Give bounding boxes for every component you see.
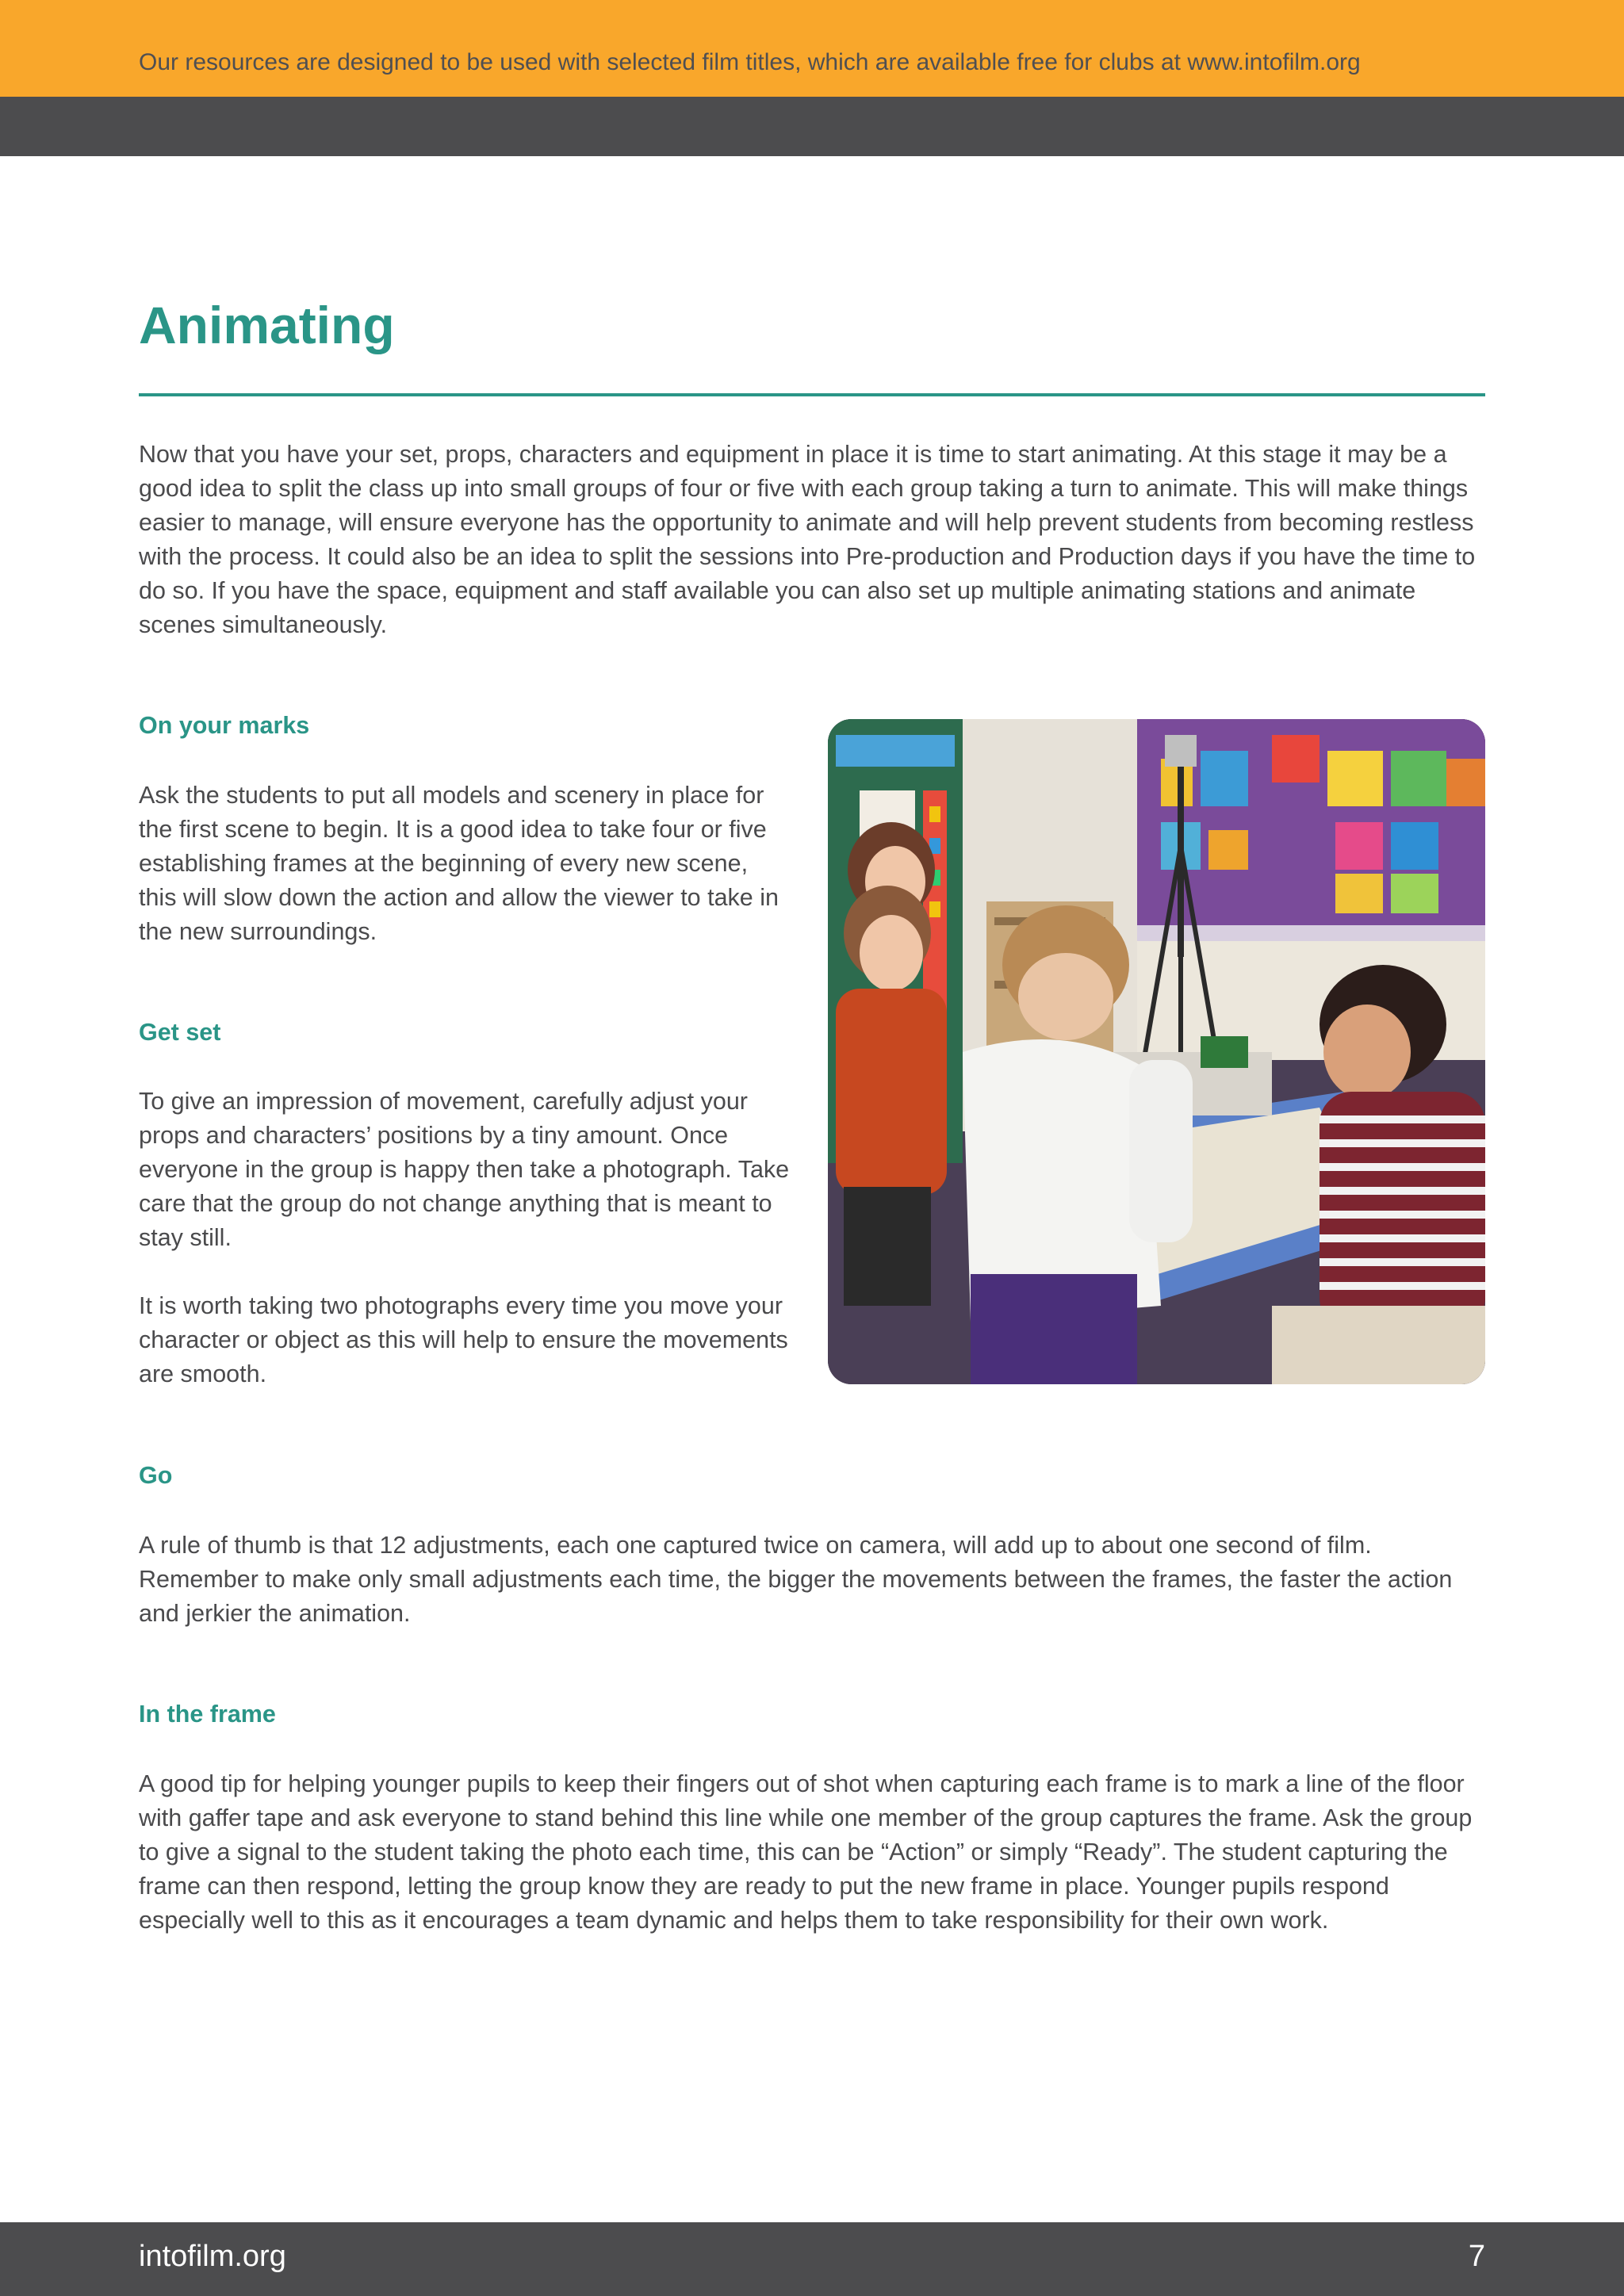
top-dark-bar: [0, 97, 1624, 156]
heading-get-set: Get set: [139, 1019, 221, 1046]
paragraph-on-your-marks: Ask the students to put all models and scenery in place for the first scene to begin. It is a good idea to take four or five establishing frames at the beginning of every new scene, this will slow down the action and allow the viewer to take in the new surroundings.: [139, 782, 779, 945]
page-title: Animating: [139, 296, 395, 354]
paragraph-go: A rule of thumb is that 12 adjustments, each one captured twice on camera, will add up to about one second of film. Remember to make only small adjustments each time, the bigger the movements between the frames, the faster the action and jerkier the animation.: [139, 1532, 1453, 1627]
heading-in-the-frame: In the frame: [139, 1701, 276, 1728]
paragraph-in-the-frame: A good tip for helping younger pupils to keep their fingers out of shot when capturing each frame is to mark a line of the floor with gaffer tape and ask everyone to stand behind this line while one member of the group captures the frame. Ask the group to give a signal to the student taking the photo each time, this can be “Action” or simply “Ready”. The student capturing the frame can then respond, letting the group know they are ready to put the new frame in place. Younger pupils respond especially well to this as it encourages a team dynamic and helps them to take responsibility for their own work.: [139, 1770, 1473, 1934]
banner-text: Our resources are designed to be used with selected film titles, which are available free for clubs at www.intofilm.org: [139, 49, 1361, 75]
paragraph-get-set: To give an impression of movement, carefully adjust your props and characters’ positions by a tiny amount. Once everyone in the group is happy then take a photograph. Take care that the group do not change anything that is meant to stay still.: [139, 1088, 790, 1251]
intro-paragraph: Now that you have your set, props, characters and equipment in place it is time to start animating. At this stage it may be a good idea to split the class up into small groups of four or five with each group taking a turn to animate. This will make things easier to manage, will ensure everyone has the opportunity to animate and will help prevent students from becoming restless with the process. It could also be an idea to split the sessions into Pre-production and Production days if you have the time to do so. If you have the space, equipment and staff available you can also set up multiple animating stations and animate scenes simultaneously.: [139, 441, 1476, 638]
paragraph-get-set-2: It is worth taking two photographs every time you move your character or object as this will help to ensure the movements are smooth.: [139, 1292, 788, 1387]
heading-on-your-marks: On your marks: [139, 712, 310, 739]
page-number: 7: [1468, 2240, 1485, 2273]
footer-site-link[interactable]: intofilm.org: [139, 2240, 286, 2273]
title-divider: [139, 393, 1485, 396]
top-banner: [0, 0, 1624, 97]
heading-go: Go: [139, 1462, 173, 1489]
classroom-photo: [828, 719, 1485, 1384]
footer-bar: [0, 2222, 1624, 2296]
